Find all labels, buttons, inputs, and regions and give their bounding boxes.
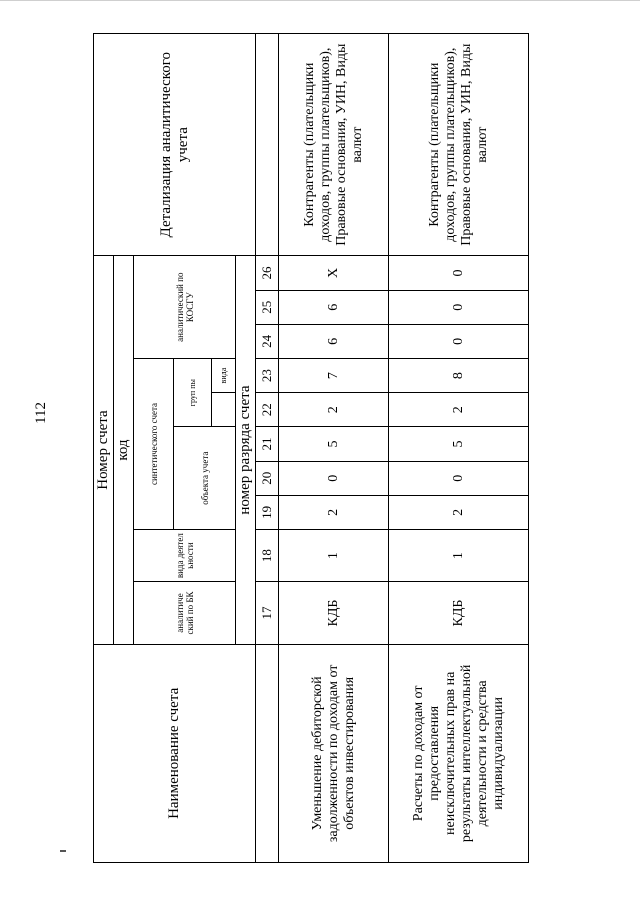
column-number: 19	[256, 495, 279, 529]
row-value: 0	[389, 290, 529, 324]
header-kind: вида	[212, 358, 236, 392]
header-detail-blank	[256, 34, 279, 256]
column-number: 18	[256, 530, 279, 582]
row-value: 0	[389, 324, 529, 358]
header-analytic-kosgu: аналитический по КОСГУ	[134, 256, 236, 359]
row-name: Уменьшение дебиторской задолженности по доходам от объектов инвестирования	[279, 644, 389, 862]
header-code: код	[114, 256, 134, 644]
row-value: КДБ	[279, 582, 389, 644]
accounts-table	[93, 33, 529, 863]
header-detail: Детализация аналитического учета	[94, 34, 256, 256]
row-value: 2	[389, 393, 529, 427]
column-number: 17	[256, 582, 279, 644]
column-number: 26	[256, 256, 279, 290]
top-scan-edge	[0, 0, 640, 1]
column-number: 22	[256, 393, 279, 427]
column-number: 24	[256, 324, 279, 358]
header-object: объекта учета	[174, 427, 236, 530]
header-rank-number: номер разряда счета	[236, 256, 256, 644]
row-value: X	[279, 256, 389, 290]
column-number: 25	[256, 290, 279, 324]
row-value: 6	[279, 290, 389, 324]
page-number: 112	[33, 402, 49, 424]
header-analytic-bk: аналитиче ский по БК	[134, 582, 236, 644]
row-value: 1	[389, 530, 529, 582]
column-number: 20	[256, 461, 279, 495]
row-value: 2	[279, 393, 389, 427]
row-value: 8	[389, 358, 529, 392]
row-name: Расчеты по доходам от предоставления неисключительных прав на результаты интеллектуальной деятельности и средства индивидуализации	[389, 644, 529, 862]
row-value: 5	[279, 427, 389, 461]
row-value: 5	[389, 427, 529, 461]
row-value: 0	[279, 461, 389, 495]
column-number: 23	[256, 358, 279, 392]
header-synthetic: синтетического счета	[134, 358, 174, 529]
row-value: 2	[389, 495, 529, 529]
row-value: 6	[279, 324, 389, 358]
header-name-blank	[256, 644, 279, 862]
row-value: 0	[389, 461, 529, 495]
header-activity-kind: вида деятел ьности	[134, 530, 236, 582]
rotated-table-wrapper	[93, 33, 516, 863]
row-detail: Контрагенты (плательщики доходов, группы плательщиков), Правовые основания, УИН, Виды валют	[389, 34, 529, 256]
scan-mark	[60, 850, 66, 852]
row-value: 1	[279, 530, 389, 582]
header-group: груп пы	[174, 358, 212, 426]
header-name: Наименование счета	[94, 644, 256, 862]
header-group-blank	[212, 393, 236, 427]
row-value: 0	[389, 256, 529, 290]
row-detail: Контрагенты (плательщики доходов, группы плательщиков), Правовые основания, УИН, Виды валют	[279, 34, 389, 256]
row-value: 2	[279, 495, 389, 529]
row-value: КДБ	[389, 582, 529, 644]
header-account-number: Номер счета	[94, 256, 114, 644]
row-value: 7	[279, 358, 389, 392]
column-number: 21	[256, 427, 279, 461]
